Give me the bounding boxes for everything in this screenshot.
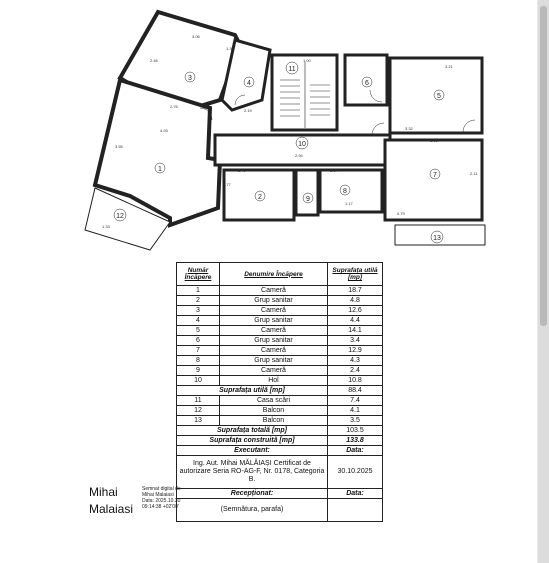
header-name: Denumire Încăpere: [220, 263, 328, 286]
room-3-label: 3: [188, 75, 192, 82]
dimension-label: 0.79: [397, 211, 405, 216]
scrollbar-thumb[interactable]: [540, 6, 547, 326]
dimension-label: 1.38: [226, 46, 234, 51]
cell-nr: 10: [177, 376, 220, 386]
cell-area: 3.5: [328, 416, 383, 426]
cell-nr: 2: [177, 296, 220, 306]
cell-area: 10.8: [328, 376, 383, 386]
room-11-label: 11: [288, 66, 296, 73]
signature-name-line1: Mihai: [89, 485, 118, 499]
table-row: [177, 316, 383, 326]
table-row: [177, 416, 383, 426]
dimension-label: 2.14: [330, 168, 338, 173]
cell-area: 4.3: [328, 356, 383, 366]
dimension-label: 2.11: [470, 171, 478, 176]
dimension-label: 1.77: [223, 182, 231, 187]
receptionat-label: Recepționat:: [177, 489, 328, 499]
header-nr: Număr Încăpere: [177, 263, 220, 286]
signature-meta-4: 09:14:38 +02'00': [142, 504, 179, 510]
useful-total-label: Suprafața utilă [mp]: [177, 386, 328, 396]
cell-nr: 7: [177, 346, 220, 356]
cell-area: 3.4: [328, 336, 383, 346]
dimension-label: 1.15: [196, 211, 204, 216]
cell-name: Balcon: [220, 416, 328, 426]
room-10-label: 10: [298, 141, 306, 148]
cell-area: 14.1: [328, 326, 383, 336]
table-row: [177, 396, 383, 406]
built-row: [177, 436, 383, 446]
table-row: [177, 326, 383, 336]
dimension-label: 1.00: [303, 58, 311, 63]
cell-name: Grup sanitar: [220, 296, 328, 306]
total-value: 103.5: [328, 426, 383, 436]
room-5-label: 5: [437, 93, 441, 100]
room-7-label: 7: [433, 172, 437, 179]
header-area: Suprafața utilă [mp]: [328, 263, 383, 286]
cell-nr: 1: [177, 286, 220, 296]
dimension-label: 1.17: [345, 201, 353, 206]
total-label: Suprafața totală [mp]: [177, 426, 328, 436]
signature-meta-2: Mihai Malaiasi: [142, 492, 174, 498]
cell-area: 4.1: [328, 406, 383, 416]
dimension-label: 2.19: [244, 108, 252, 113]
dimension-label: 4.93: [160, 128, 168, 133]
table-row: [177, 406, 383, 416]
dimension-label: 2.40: [238, 168, 246, 173]
digital-signature: [89, 484, 229, 524]
signature-name-line2: Malaiasi: [89, 502, 134, 516]
executant-date-label: Data:: [328, 446, 383, 456]
wall-room-9: [296, 170, 318, 215]
cell-name: Cameră: [220, 306, 328, 316]
dimension-label: 3.06: [192, 34, 200, 39]
room-8-label: 8: [343, 188, 347, 195]
wall-room-11: [272, 55, 337, 130]
cell-name: Cameră: [220, 346, 328, 356]
signature-meta-3: Data: 2025.10.30: [142, 498, 181, 504]
useful-total-row: [177, 386, 383, 396]
table-row: [177, 296, 383, 306]
cell-nr: 4: [177, 316, 220, 326]
room-13-label: 13: [433, 235, 441, 242]
useful-total-value: 88.4: [328, 386, 383, 396]
total-row: [177, 426, 383, 436]
wall-room-5: [390, 58, 482, 133]
table-row: [177, 286, 383, 296]
dimension-label: 3.55: [115, 144, 123, 149]
executant-header-row: [177, 446, 383, 456]
dimension-label: 3.01: [430, 138, 438, 143]
cell-nr: 13: [177, 416, 220, 426]
room-2-label: 2: [258, 194, 262, 201]
table-row: [177, 356, 383, 366]
receptionat-date: [328, 499, 383, 522]
table-row: [177, 346, 383, 356]
dimension-label: 2.46: [150, 58, 158, 63]
table-row: [177, 306, 383, 316]
cell-area: 12.6: [328, 306, 383, 316]
signature-meta: [142, 486, 181, 510]
door-arc: [372, 123, 384, 135]
cell-area: 4.8: [328, 296, 383, 306]
cell-name: Cameră: [220, 286, 328, 296]
receptionat-date-label: Data:: [328, 489, 383, 499]
executant-text: Ing. Aut. Mihai MĂLĂIAȘI Certificat de autorizare Seria RO-AG-F, Nr. 0178, Categoria B.: [177, 456, 328, 489]
table-row: [177, 376, 383, 386]
built-label: Suprafața construită [mp]: [177, 436, 328, 446]
room-1-label: 1: [158, 166, 162, 173]
cell-nr: 9: [177, 366, 220, 376]
cell-name: Grup sanitar: [220, 316, 328, 326]
signature-name: [89, 484, 133, 518]
built-value: 133.8: [328, 436, 383, 446]
cell-nr: 3: [177, 306, 220, 316]
cell-name: Grup sanitar: [220, 356, 328, 366]
cell-name: Cameră: [220, 326, 328, 336]
vertical-scrollbar[interactable]: [538, 0, 549, 563]
cell-area: 4.4: [328, 316, 383, 326]
room-4-label: 4: [247, 80, 251, 87]
table-header-row: [177, 263, 383, 286]
cell-area: 18.7: [328, 286, 383, 296]
wall-room-10: [215, 135, 390, 165]
cell-name: Balcon: [220, 406, 328, 416]
cell-nr: 5: [177, 326, 220, 336]
dimension-label: 1.33: [102, 224, 110, 229]
semnatura-label: (Semnătura, parafa): [177, 499, 328, 522]
room-12-label: 12: [116, 213, 124, 220]
cell-area: 12.9: [328, 346, 383, 356]
dimension-label: 2.76: [170, 104, 178, 109]
room-9-label: 9: [306, 196, 310, 203]
executant-label: Executant:: [177, 446, 328, 456]
dimension-label: 2.94: [295, 153, 303, 158]
wall-room-7: [385, 140, 482, 220]
cell-nr: 12: [177, 406, 220, 416]
cell-nr: 11: [177, 396, 220, 406]
cell-nr: 8: [177, 356, 220, 366]
cell-area: 2.4: [328, 366, 383, 376]
dimension-label: 3.21: [445, 64, 453, 69]
cell-name: Grup sanitar: [220, 336, 328, 346]
cell-name: Hol: [220, 376, 328, 386]
table-row: [177, 366, 383, 376]
cell-nr: 6: [177, 336, 220, 346]
cell-name: Casa scări: [220, 396, 328, 406]
executant-date: 30.10.2025: [328, 456, 383, 489]
table-row: [177, 336, 383, 346]
dimension-label: 3.32: [405, 126, 413, 131]
room-6-label: 6: [365, 80, 369, 87]
signature-meta-1: Semnat digital de: [142, 486, 181, 492]
rooms-table: [176, 262, 383, 522]
cell-area: 7.4: [328, 396, 383, 406]
floor-plan: [0, 0, 537, 258]
cell-name: Cameră: [220, 366, 328, 376]
